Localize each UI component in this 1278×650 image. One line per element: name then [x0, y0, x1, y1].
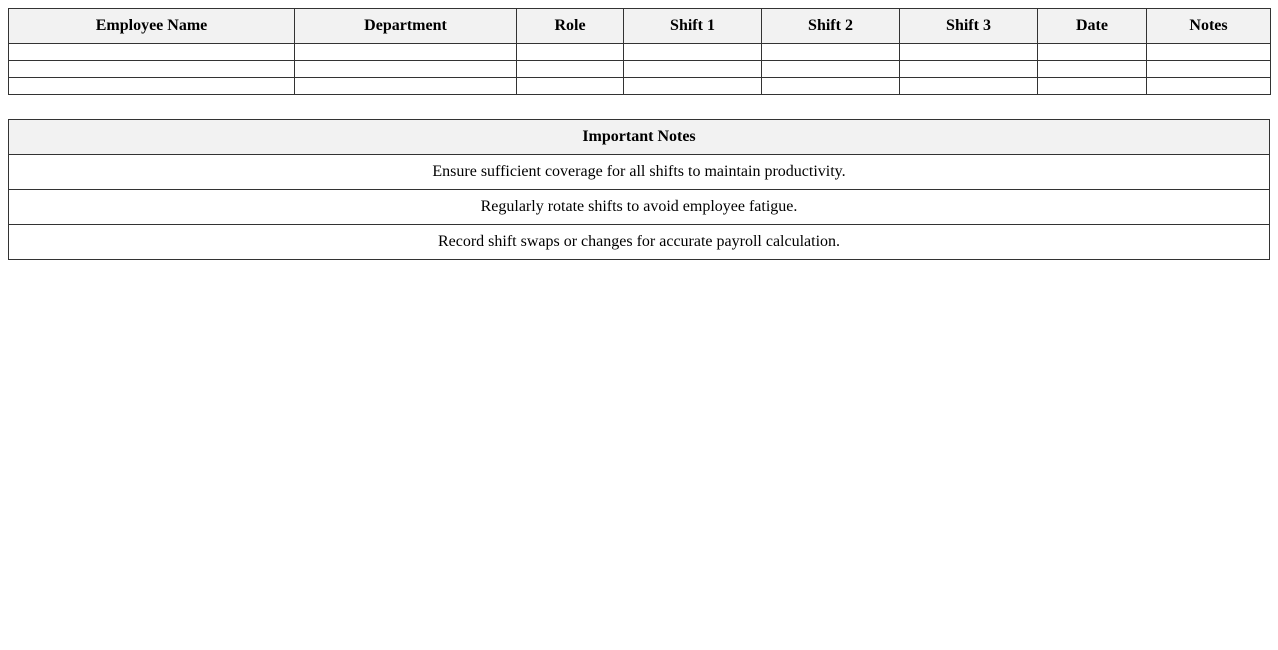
note-row — [9, 155, 1270, 190]
notes-title: Important Notes — [9, 120, 1270, 155]
table-cell — [900, 78, 1038, 95]
column-header-role: Role — [517, 9, 624, 44]
note-item: Record shift swaps or changes for accurate payroll calculation. — [9, 225, 1270, 260]
table-cell — [624, 61, 762, 78]
table-cell — [1147, 44, 1271, 61]
table-cell — [624, 44, 762, 61]
table-cell — [762, 78, 900, 95]
note-row — [9, 190, 1270, 225]
table-cell — [1147, 78, 1271, 95]
table-cell — [295, 44, 517, 61]
table-cell — [295, 78, 517, 95]
note-row — [9, 225, 1270, 260]
table-cell — [9, 78, 295, 95]
table-cell — [1038, 78, 1147, 95]
column-header-shift-1: Shift 1 — [624, 9, 762, 44]
table-cell — [517, 78, 624, 95]
table-cell — [900, 61, 1038, 78]
column-header-notes: Notes — [1147, 9, 1271, 44]
table-row — [9, 78, 1271, 95]
table-cell — [1038, 44, 1147, 61]
notes-header-row — [9, 120, 1270, 155]
table-cell — [900, 44, 1038, 61]
header-row — [9, 9, 1271, 44]
table-cell — [517, 61, 624, 78]
table-cell — [295, 61, 517, 78]
column-header-department: Department — [295, 9, 517, 44]
note-item: Regularly rotate shifts to avoid employee fatigue. — [9, 190, 1270, 225]
table-cell — [1147, 61, 1271, 78]
table-row — [9, 61, 1271, 78]
table-cell — [762, 44, 900, 61]
column-header-shift-2: Shift 2 — [762, 9, 900, 44]
table-cell — [624, 78, 762, 95]
table-cell — [9, 61, 295, 78]
note-item: Ensure sufficient coverage for all shifts to maintain productivity. — [9, 155, 1270, 190]
important-notes-table — [8, 119, 1270, 260]
column-header-shift-3: Shift 3 — [900, 9, 1038, 44]
table-cell — [517, 44, 624, 61]
table-row — [9, 44, 1271, 61]
table-cell — [9, 44, 295, 61]
column-header-employee-name: Employee Name — [9, 9, 295, 44]
shift-schedule-table — [8, 8, 1271, 95]
column-header-date: Date — [1038, 9, 1147, 44]
table-cell — [762, 61, 900, 78]
table-cell — [1038, 61, 1147, 78]
